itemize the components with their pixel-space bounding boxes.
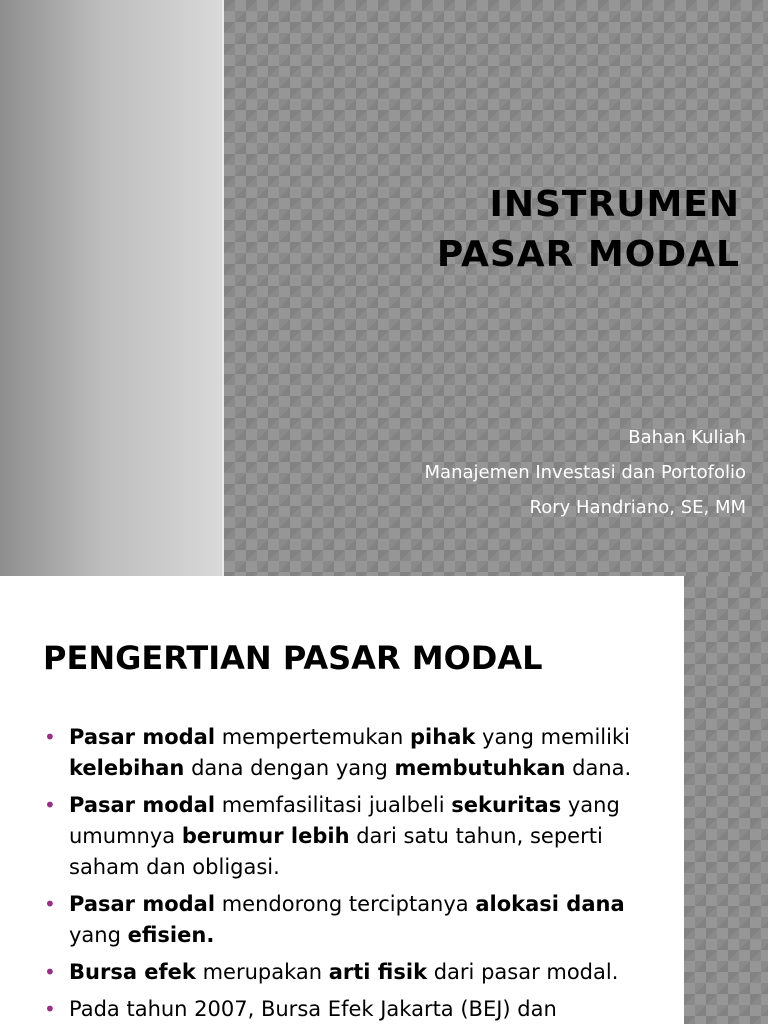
bullet-icon: •	[44, 725, 56, 749]
content-slide	[0, 576, 768, 1024]
bullet-list	[44, 722, 676, 1024]
bullet-icon: •	[44, 960, 56, 984]
bold-text: kelebihan	[69, 756, 185, 780]
bold-text: pihak	[410, 725, 476, 749]
body-text: dana dengan yang	[184, 756, 395, 780]
body-text: memfasilitasi jualbeli	[215, 793, 452, 817]
body-text: merupakan	[195, 960, 329, 984]
slide-title-line-1: INSTRUMEN	[489, 184, 740, 225]
subtitle-course-name: Manajemen Investasi dan Portofolio	[424, 462, 746, 483]
body-text: mempertemukan	[215, 725, 411, 749]
content-slide-title: PENGERTIAN PASAR MODAL	[43, 639, 543, 677]
bold-text: efisien.	[127, 923, 215, 947]
list-item	[44, 889, 676, 951]
body-text: yang memiliki	[475, 725, 630, 749]
bullet-icon: •	[44, 892, 56, 916]
bold-text: alokasi dana	[475, 892, 625, 916]
left-gradient-panel	[0, 0, 224, 576]
bold-text: membutuhkan	[394, 756, 566, 780]
bold-text: Pasar modal	[69, 892, 216, 916]
bold-text: berumur lebih	[181, 824, 350, 848]
body-text: dari satu tahun, seperti saham dan obligasi.	[69, 824, 603, 879]
list-item	[44, 722, 676, 784]
subtitle-course-label: Bahan Kuliah	[628, 427, 746, 448]
body-text: mendorong terciptanya	[215, 892, 476, 916]
list-item	[44, 790, 676, 883]
slide-title	[240, 180, 740, 280]
bullet-icon: •	[44, 997, 56, 1021]
body-text: yang umumnya	[69, 793, 620, 848]
bold-text: Bursa efek	[69, 960, 196, 984]
slide-subtitle	[226, 420, 746, 525]
patterned-side-strip	[684, 576, 768, 1024]
bold-text: sekuritas	[451, 793, 562, 817]
bold-text: Pasar modal	[69, 793, 216, 817]
bold-text: Pasar modal	[69, 725, 216, 749]
bullet-icon: •	[44, 793, 56, 817]
body-text: dari pasar modal.	[427, 960, 619, 984]
body-text: yang	[69, 923, 128, 947]
subtitle-author: Rory Handriano, SE, MM	[529, 497, 746, 518]
body-text: dana.	[565, 756, 632, 780]
slide-title-line-2: PASAR MODAL	[436, 234, 740, 275]
body-text: Pada tahun 2007, Bursa Efek Jakarta (BEJ) dan	[69, 997, 557, 1021]
list-item	[44, 994, 676, 1024]
list-item	[44, 957, 676, 988]
bold-text: arti fisik	[328, 960, 428, 984]
